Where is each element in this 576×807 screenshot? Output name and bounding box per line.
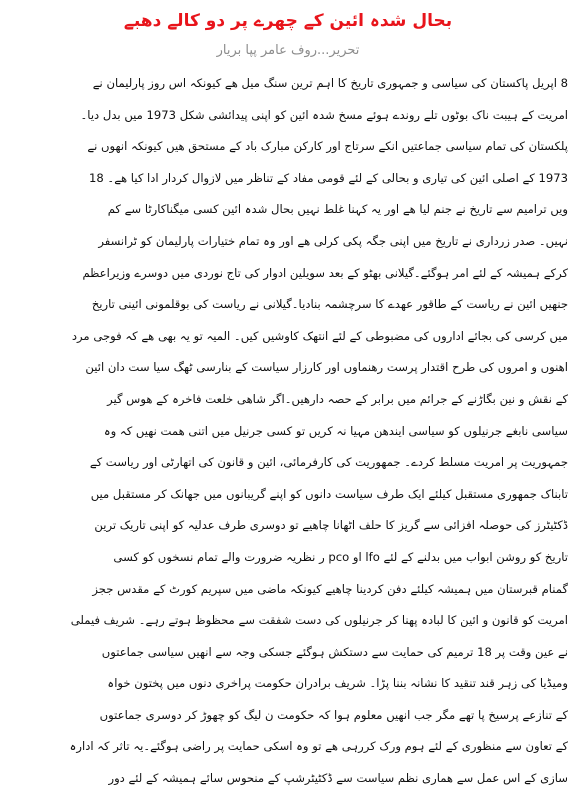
body-line: سازی کے اس عمل سے ھماری نظم سیاست سے ڈکٹیٹرشپ کے منحوس سائے ہمیشہ کے لئے دور (108, 771, 568, 786)
body-line: کرکے ہمیشہ کے لئے امر ہوگئے۔گیلانی بھٹو کے بعد سویلین ادوار کی تاج نوردی میں دوسرے وزیراعظم (82, 265, 568, 280)
body-line: میں کرسی کی بجائے اداروں کی مضبوطی کے لئے انتھک کاوشیں کیں۔ المیہ تو یہ بھی ھے کہ فوجی مرد (71, 328, 568, 343)
article-headline: بحال شدہ ائین کے چھرے پر دو کالے دھبے (123, 11, 453, 31)
body-line: سیاسی نابغے جرنیلوں کو سیاسی ایندھن مہیا نہ کریں تو کسی جرنیل میں اتنی ھمت نھیں کہ وہ (103, 423, 568, 438)
body-line: جمہوریت پر امریت مسلط کردے۔ جمھوریت کی کارفرمائی، ائین و قانون کی اتھارٹی اور ریاست کے (89, 455, 568, 470)
article-byline: تحریر...روف عامر پپا بریار (216, 43, 360, 58)
body-line: نہیں۔ صدر زرداری نے تاریخ میں اپنی جگہ پکی کرلی ھے اور وہ تمام ختیارات پارلیمان کو ٹرانسفر (98, 233, 568, 248)
body-line: 8 اپریل پاکستان کی سیاسی و جمہوری تاریخ کا اہم ترین سنگ میل ھے کیونکہ اس روز پارلیمان نے (92, 76, 568, 90)
body-line: کے نقش و نین بگاڑنے کے جرائم میں برابر کے حصہ دارھیں۔اگر شاھی خلعت فاخرہ کے ھوس گیر (107, 391, 568, 406)
body-line: امریت کو قانون و ائین کا لبادہ پھنا کر جرنیلوں کی دست شفقت سے محظوظ ہوتے رہے۔ شریف فیملی (70, 613, 568, 628)
body-line: نے عین وقت پر 18 ترمیم کی حمایت سے دستکش ہوگئے جسکی وجہ سے انھیں سیاسی جماعتوں (101, 644, 568, 659)
body-line: پلکستان کی تمام سیاسی جماعتیں انکے سرتاج اور کارکن مبارک باد کے مستحق ھیں کیونکہ انھوں نے (87, 139, 568, 154)
body-line: ڈکٹیٹرز کی حوصلہ افزائی سے گریز کا حلف اٹھانا چاھیے تو دوسری طرف عدلیہ کو اپنی تاریک ترین (94, 518, 568, 533)
body-line: گمنام قبرستان میں ہمیشہ کیلئے دفن کردینا چاھیے کیونکہ ماضی میں سپریم کورٹ کے مقدس ججز (92, 581, 568, 596)
body-line: اھنوں و امروں کی طرح اقتدار پرست رھنماوں اور کارزار سیاست کے بنارسی ٹھگ سیا ست دان ائین (85, 360, 568, 375)
body-line: کے تنازعے پرسیخ پا تھے مگر جب انھیں معلوم ہوا کہ حکومت ن لیگ کو چھوڑ کر دوسری جماعتوں (99, 707, 568, 722)
body-line: 1973 کے اصلی ائین کی تیاری و بحالی کے لئے قومی مفاد کے تناظر میں لازوال کردار ادا کیا ھے۔ 18 (88, 170, 568, 185)
body-line: ومیڈیا کی زہر قند تنقید کا نشانہ بننا پڑا۔ شریف برادران حکومت پراخری دنوں میں پختون خواہ (107, 676, 568, 691)
body-line: جنھیں ائین نے ریاست کے طاقور عھدے کا سرچشمہ بنادیا۔گیلانی نے ریاست کی بوقلمونی ائینی تاریخ (91, 297, 568, 312)
body-line: تابناک جمھوری مستقبل کیلئے ایک طرف سیاست دانوں کو اپنے گریبانوں میں جھانک کر مستقبل میں (90, 486, 568, 501)
body-line: امریت کے ہیبت ناک بوٹوں تلے روندے ہوئے مسخ شدہ ائین کو اپنی پیدائشی شکل 1973 میں بدل دیا۔ (80, 107, 568, 122)
body-line: ویں ترامیم سے تاریخ نے جنم لیا ھے اور یہ کہنا غلط نہیں بحال شدہ ائین کسی میگناکارٹا سے کم (107, 202, 568, 217)
body-line: کے تعاون سے منظوری کے لئے ہوم ورک کررہی ھے تو وہ اسکی حمایت پر راضی ہوگئے۔یہ تاثر کہ ادارہ (69, 739, 568, 754)
body-line: تاریخ کو روشن ابواب میں بدلنے کے لئے lfo او pco ر نظریہ ضرورت والے تمام نسخوں کو کسی (113, 549, 568, 564)
article-body (8, 68, 568, 795)
